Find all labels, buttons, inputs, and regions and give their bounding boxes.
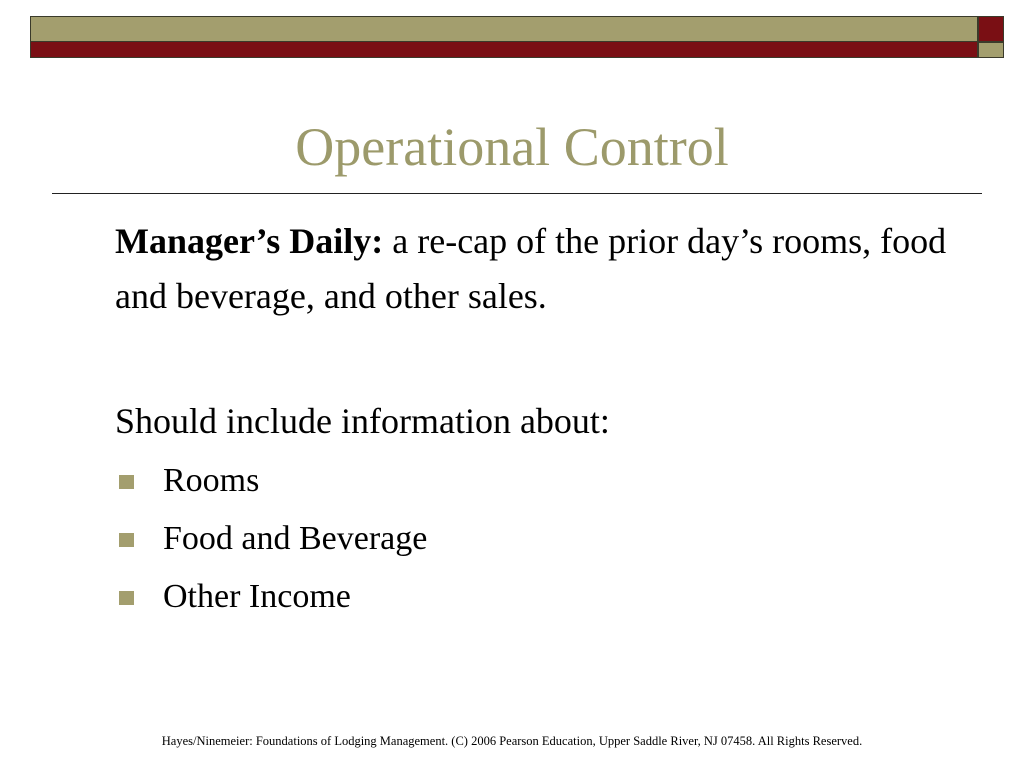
square-bullet-icon [119,475,134,489]
bullet-item-food-and-beverage [115,510,985,568]
bullet-label: Food and Beverage [163,520,428,557]
definition-term: Manager’s Daily: [115,221,384,261]
bullet-list [115,452,985,626]
bullet-label: Rooms [163,462,260,499]
bullet-item-rooms [115,452,985,510]
header-olive-stripe [31,17,977,42]
header-decoration-band [30,16,978,58]
bullet-label: Other Income [163,578,351,615]
header-corner-square-maroon [978,16,1004,42]
square-bullet-icon [119,591,134,605]
bullet-item-other-income [115,568,985,626]
slide-title: Operational Control [295,117,729,177]
intro-paragraph: Should include information about: [115,401,610,441]
title-divider [52,193,982,194]
square-bullet-icon [119,533,134,547]
slide-body [115,214,985,626]
header-maroon-stripe [31,42,977,57]
definition-text: a re-cap of the prior day’s rooms, food and beverage, and other sales. [115,221,947,316]
copyright-footer: Hayes/Ninemeier: Foundations of Lodging Management. (C) 2006 Pearson Education, Upper Saddle River, NJ 07458. All Rights Reserved. [161,734,863,748]
definition-paragraph [115,214,985,324]
header-corner-square-olive [978,42,1004,58]
